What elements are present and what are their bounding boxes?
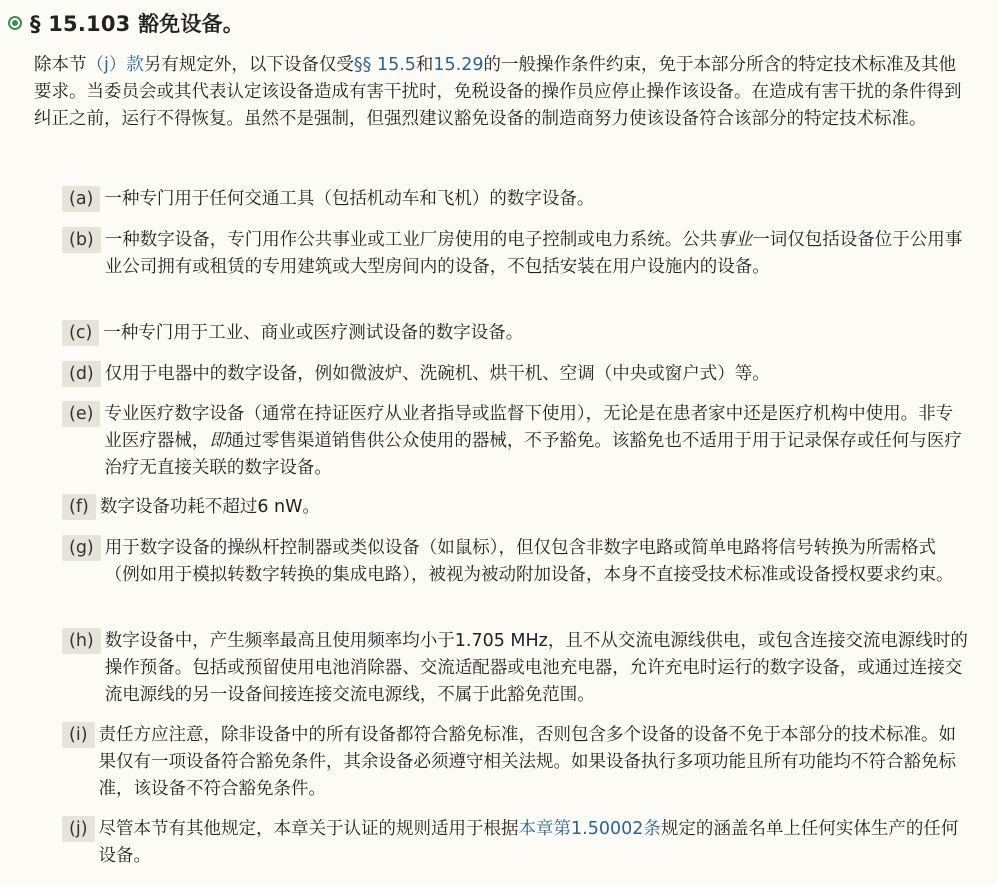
item-text-part: 规定的涵盖名单上任何实体生产的任何设备。 (98, 819, 959, 866)
section-1-50002-link[interactable]: 本章第1.50002条 (518, 819, 661, 839)
item-marker: (b) (62, 227, 101, 253)
item-text: 数字设备中，产生频率最高且使用频率均小于1.705 MHz，且不从交流电源线供电，或包含连接交流电源线时的操作预备。包括或预留使用电池消除器、交流适配器或电池充电器，允许充电时运行的数字设备，或通过连接交流电源线的另一设备间接连接交流电源线，不属于此豁免范围。 (104, 631, 968, 705)
list-item-d (62, 361, 970, 388)
toggle-dot (12, 20, 18, 26)
section-15-29-link[interactable]: 15.29 (433, 55, 484, 75)
list-item-j (62, 816, 970, 870)
item-text: 一种专门用于工业、商业或医疗测试设备的数字设备。 (103, 323, 524, 343)
item-text: 用于数字设备的操纵杆控制器或类似设备（如鼠标），但仅包含非数字电路或简单电路将信号转换为所需格式（例如用于模拟转数字转换的集成电路），被视为被动附加设备，本身不直接受技术标准或设备授权要求约束。 (104, 538, 954, 585)
list-item-a (62, 186, 970, 213)
item-text-part: 专业医疗数字设备（通常在持证医疗从业者指导或监督下使用），无论是在患者家中还是医疗机构中使用。非专业医疗器械， (104, 404, 954, 451)
paragraph-j-link[interactable]: （j）款 (86, 55, 144, 75)
section-15-5-link[interactable]: §§ 15.5 (353, 55, 416, 75)
list-item-g (62, 535, 970, 589)
collapse-toggle-icon[interactable] (8, 16, 22, 30)
intro-text-1: 除本节 (34, 55, 87, 75)
item-text: 仅用于电器中的数字设备，例如微波炉、洗碗机、烘干机、空调（中央或窗户式）等。 (104, 364, 770, 384)
list-item-e (62, 401, 970, 482)
item-marker: (e) (62, 401, 100, 427)
list-item-i (62, 722, 970, 803)
item-marker: (h) (62, 628, 101, 654)
list-item-h (62, 628, 970, 709)
intro-text-3: 和 (415, 55, 434, 75)
item-text-part: 通过零售渠道销售供公众使用的器械，不予豁免。该豁免也不适用于用于记录保存或任何与医疗治疗无直接关联的数字设备。 (104, 431, 962, 478)
item-marker: (c) (62, 320, 99, 346)
item-text-part: 一词仅包括设备位于公用事业公司拥有或租赁的专用建筑或大型房间内的设备，不包括安装在用户设施内的设备。 (104, 230, 963, 277)
item-text-part: 一种数字设备，专门用作公共事业或工业厂房使用的电子控制或电力系统。公共 (104, 230, 718, 250)
item-marker: (f) (62, 494, 96, 520)
item-text (105, 227, 970, 281)
item-text: 责任方应注意，除非设备中的所有设备都符合豁免标准，否则包含多个设备的设备不免于本部分的技术标准。如果仅有一项设备符合豁免条件，其余设备必须遵守相关法规。如果设备执行多项功能且所有功能均不符合豁免标准，该设备不符合豁免条件。 (98, 725, 957, 799)
item-text (104, 401, 970, 482)
item-text: 一种专门用于任何交通工具（包括机动车和飞机）的数字设备。 (104, 189, 595, 209)
item-emphasis: 事业 (717, 230, 753, 250)
intro-text-2: 另有规定外，以下设备仅受 (143, 55, 354, 75)
item-marker: (d) (62, 361, 101, 387)
intro-text-4: 的一般操作条件约束，免于本部分所含的特定技术标准及其他要求。当委员会或其代表认定该设备造成有害干扰时，免税设备的操作员应停止操作该设备。在造成有害干扰的条件得到纠正之前，运行不得恢复。虽然不是强制，但强烈建议豁免设备的制造商努力使该设备符合该部分的特定技术标准。 (34, 55, 962, 129)
item-marker: (a) (62, 186, 100, 212)
item-marker: (i) (62, 722, 95, 748)
item-text-part: 尽管本节有其他规定，本章关于认证的规则适用于根据 (98, 819, 519, 839)
list-item-b (62, 227, 970, 281)
section-header (8, 8, 244, 38)
list-item-c (62, 320, 970, 347)
item-text (99, 816, 970, 870)
item-text: 数字设备功耗不超过6 nW。 (99, 497, 320, 517)
section-title: § 15.103 豁免设备。 (30, 12, 244, 36)
item-marker: (g) (62, 535, 101, 561)
item-emphasis: 即 (209, 431, 227, 451)
intro-paragraph (34, 52, 964, 133)
item-marker: (j) (62, 816, 95, 842)
list-item-f (62, 494, 970, 521)
